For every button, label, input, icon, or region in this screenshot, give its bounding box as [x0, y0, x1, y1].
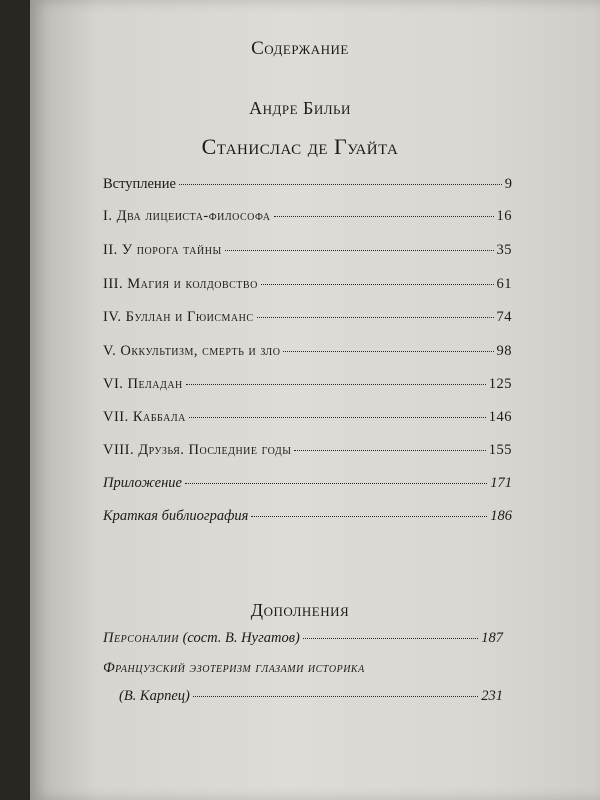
- toc-entry-page: 35: [496, 242, 512, 258]
- toc-entry: [103, 276, 512, 293]
- toc-entry-page: 61: [496, 276, 512, 292]
- dot-leader: [193, 696, 478, 697]
- dot-leader: [257, 317, 494, 318]
- dot-leader: [283, 351, 493, 352]
- dot-leader: [185, 483, 487, 484]
- dot-leader: [274, 216, 494, 217]
- appendix-entry: [119, 688, 503, 705]
- appendix-entry-note: (сост. В. Нугатов): [182, 630, 300, 646]
- appendix-entry-title: Французский эзотеризм глазами историка: [103, 660, 365, 676]
- toc-entry-label: Краткая библиография: [103, 508, 249, 524]
- appendix-entry-title: Персоналии: [103, 630, 179, 646]
- book-page: [30, 0, 600, 800]
- toc-entry-label: VI. Пеладан: [103, 376, 183, 392]
- dot-leader: [225, 250, 494, 251]
- toc-entry-page: 74: [496, 309, 512, 325]
- toc-entry: [103, 508, 512, 525]
- toc-entry: [103, 176, 512, 193]
- toc-entry-page: 155: [488, 442, 512, 458]
- toc-entry: [103, 309, 512, 326]
- appendix-entry-page: 231: [481, 688, 503, 704]
- appendix-heading: Дополнения: [250, 600, 350, 620]
- dot-leader: [251, 516, 487, 517]
- toc-entry-page: 16: [496, 208, 512, 224]
- toc-entry-label: III. Магия и колдовство: [103, 276, 258, 292]
- toc-entry: [103, 343, 512, 360]
- toc-entry-page: 125: [488, 376, 512, 392]
- toc-entry-label: V. Оккультизм, смерть и зло: [103, 343, 281, 359]
- toc-entry: [103, 475, 512, 492]
- dot-leader: [294, 450, 485, 451]
- appendix-entry-page: 187: [481, 630, 503, 646]
- toc-entry-label: IV. Буллан и Гюисманс: [103, 309, 254, 325]
- toc-entry: [103, 208, 512, 225]
- toc-entry-label: Приложение: [103, 475, 182, 491]
- dot-leader: [189, 417, 486, 418]
- toc-entry-label: VII. Каббала: [103, 409, 186, 425]
- appendix-entry: [103, 630, 503, 647]
- toc-entry-label: Вступление: [103, 176, 176, 192]
- contents-heading: Содержание: [251, 38, 349, 59]
- appendix-entry-note: (В. Карпец): [119, 688, 190, 704]
- toc-entry-label: VIII. Друзья. Последние годы: [103, 442, 292, 458]
- dot-leader: [186, 384, 486, 385]
- toc-entry: [103, 376, 512, 393]
- toc-entry-page: 98: [496, 343, 512, 359]
- toc-entry-page: 9: [504, 176, 512, 192]
- toc-entry-page: 146: [488, 409, 512, 425]
- toc-entry: [103, 242, 512, 259]
- toc-entry: [103, 442, 512, 459]
- toc-entry-page: 171: [490, 475, 512, 491]
- dot-leader: [261, 284, 494, 285]
- toc-entry-page: 186: [490, 508, 512, 524]
- work-title: Станислас де Гуайта: [201, 134, 399, 159]
- author-name: Андре Бильи: [249, 98, 351, 118]
- toc-entry-label: I. Два лицеиста-философа: [103, 208, 271, 224]
- toc-entry: [103, 409, 512, 426]
- toc-entry-label: II. У порога тайны: [103, 242, 222, 258]
- dot-leader: [303, 638, 478, 639]
- dot-leader: [179, 184, 502, 185]
